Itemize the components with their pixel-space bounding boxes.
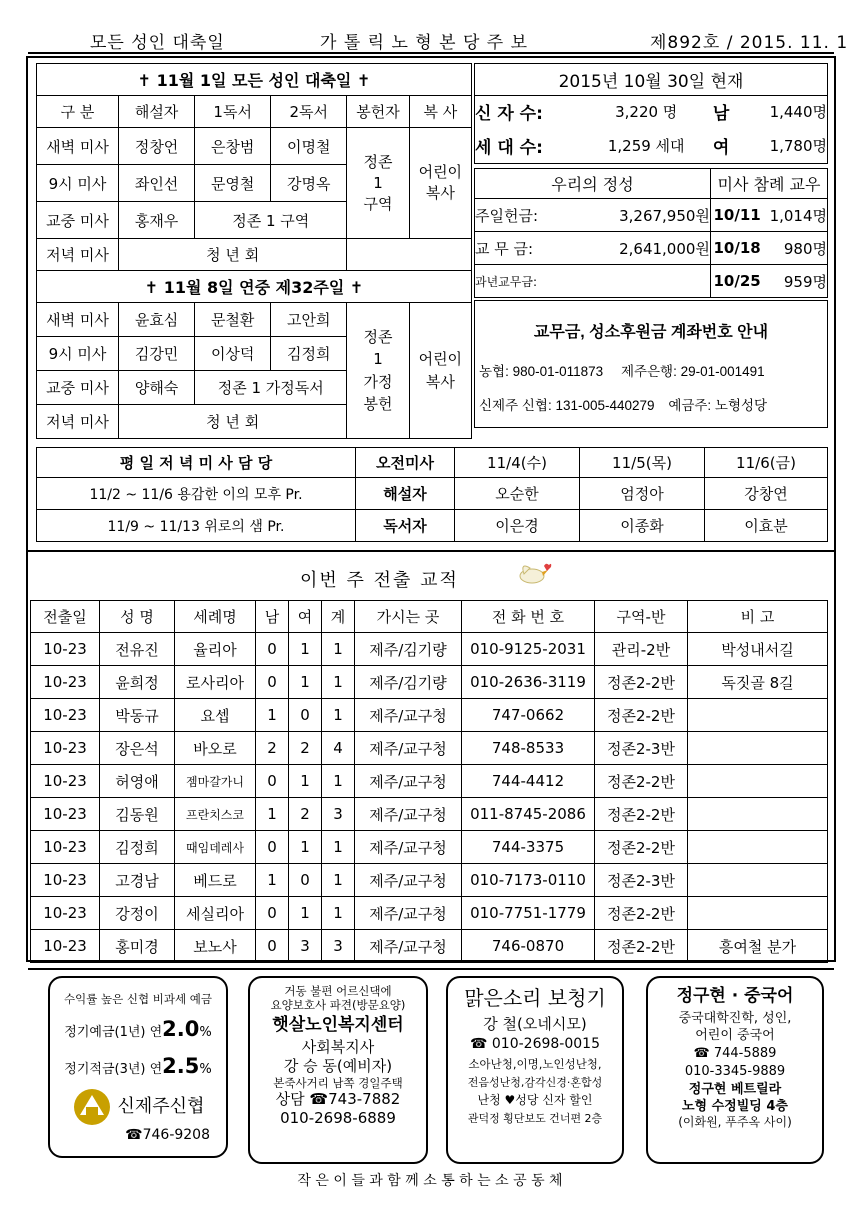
ad-text: 강 승 동(예비자) xyxy=(283,1056,393,1075)
date: 10/25 xyxy=(710,265,763,298)
value: 959명 xyxy=(763,265,827,298)
header-center: 가 톨 릭 노 형 본 당 주 보 xyxy=(320,33,529,53)
transfer-cell: 010-2636-3119 xyxy=(462,666,595,699)
transfer-cell: 10-23 xyxy=(31,633,100,666)
transfer-cell: 1 xyxy=(322,864,355,897)
offering-group-2: 정존 1 가정 봉헌 xyxy=(347,303,409,439)
transfer-cell: 1 xyxy=(256,798,289,831)
col-header: 1독서 xyxy=(195,96,271,128)
transfer-cell: 정존2-3반 xyxy=(595,864,688,897)
transfer-cell: 0 xyxy=(256,666,289,699)
cell: 정창언 xyxy=(119,128,195,165)
cell: 윤효심 xyxy=(119,303,195,337)
cell: 홍재우 xyxy=(119,202,195,239)
ad-text: 전음성난청,감각신경·혼합성 xyxy=(467,1075,603,1089)
transfer-cell: 허영애 xyxy=(100,765,175,798)
transfer-cell: 1 xyxy=(322,831,355,864)
transfer-cell: 요셉 xyxy=(175,699,256,732)
ad-text: % xyxy=(199,1025,212,1041)
ad-phone: 상담 ☎743-7882 xyxy=(275,1089,401,1108)
transfer-cell: 박성내서길 xyxy=(688,633,828,666)
table-row xyxy=(31,864,828,897)
weekday-cell: 엄정아 xyxy=(580,478,705,510)
col-header: 구 분 xyxy=(37,96,119,128)
transfer-cell: 제주/교구청 xyxy=(355,831,462,864)
transfer-cell: 1 xyxy=(322,699,355,732)
transfer-cell: 2 xyxy=(289,798,322,831)
ad-text: % xyxy=(199,1061,212,1077)
weekday-header: 11/5(목) xyxy=(580,448,705,478)
account-panel xyxy=(474,300,828,428)
mass-label: 교중 미사 xyxy=(37,371,119,405)
transfer-cell: 정존2-2반 xyxy=(595,699,688,732)
table-row xyxy=(31,666,828,699)
weekday-cell: 오순한 xyxy=(455,478,580,510)
value: 1,014명 xyxy=(763,199,827,232)
transfer-cell: 정존2-3반 xyxy=(595,732,688,765)
transfer-cell: 1 xyxy=(289,897,322,930)
cell: 문영철 xyxy=(195,165,271,202)
weekday-cell: 이종화 xyxy=(580,510,705,542)
transfer-cell: 0 xyxy=(256,633,289,666)
ad-welfare-center xyxy=(248,976,428,1164)
stats-table xyxy=(474,63,828,164)
transfer-cell: 윤희정 xyxy=(100,666,175,699)
transfer-col-header: 전출일 xyxy=(31,601,100,633)
label: 교 무 금: xyxy=(475,232,572,265)
transfer-cell: 10-23 xyxy=(31,864,100,897)
transfer-cell: 프란치스코 xyxy=(175,798,256,831)
ad-phone: 010-2698-6889 xyxy=(280,1108,396,1127)
ad-text: 본죽사거리 남쪽 경일주택 xyxy=(273,1075,403,1090)
cell: 김강민 xyxy=(119,337,195,371)
transfer-cell: 관리-2반 xyxy=(595,633,688,666)
account-holder: 예금주: 노형성당 xyxy=(668,398,768,413)
transfer-cell: 제주/교구청 xyxy=(355,930,462,963)
transfer-col-header: 여 xyxy=(289,601,322,633)
transfer-cell: 010-9125-2031 xyxy=(462,633,595,666)
ad-text: 정기적금(3년) 연 xyxy=(64,1061,163,1077)
transfer-cell: 때임데레사 xyxy=(175,831,256,864)
col-header: 2독서 xyxy=(271,96,347,128)
ad-name: 햇살노인복지센터 xyxy=(272,1014,404,1035)
label: 주일헌금: xyxy=(475,199,572,232)
transfer-cell: 744-4412 xyxy=(462,765,595,798)
offering-group-1: 정존 1 구역 xyxy=(347,128,409,239)
transfer-cell xyxy=(688,765,828,798)
schedule-table xyxy=(36,63,472,439)
transfer-cell: 0 xyxy=(256,831,289,864)
transfer-cell: 정존2-2반 xyxy=(595,831,688,864)
footer-motto: 작 은 이 들 과 함 께 소 통 하 는 소 공 동 체 xyxy=(297,1173,563,1189)
cell: 정존 1 가정독서 xyxy=(195,371,347,405)
transfer-cell: 10-23 xyxy=(31,732,100,765)
col-header: 봉헌자 xyxy=(347,96,409,128)
ad-name: 맑은소리 보청기 xyxy=(464,986,606,1010)
header-left: 모든 성인 대축일 xyxy=(90,33,225,53)
transfer-cell: 전유진 xyxy=(100,633,175,666)
ad-text: 거동 불편 어르신댁에 xyxy=(284,984,392,998)
transfer-cell: 0 xyxy=(256,897,289,930)
transfer-cell: 0 xyxy=(256,930,289,963)
mass-label: 9시 미사 xyxy=(37,165,119,202)
col-header: 해설자 xyxy=(119,96,195,128)
ad-text: 소아난청,이명,노인성난청, xyxy=(468,1057,602,1072)
ad-text: (이화원, 푸주옥 사이) xyxy=(678,1114,792,1129)
transfer-cell: 10-23 xyxy=(31,699,100,732)
cell: 청 년 회 xyxy=(119,239,347,271)
transfer-cell xyxy=(688,864,828,897)
cell: 문철환 xyxy=(195,303,271,337)
mass-label: 9시 미사 xyxy=(37,337,119,371)
ad-hearing-aid xyxy=(446,976,624,1164)
transfer-cell: 1 xyxy=(289,633,322,666)
transfer-cell: 10-23 xyxy=(31,798,100,831)
cell: 이명철 xyxy=(271,128,347,165)
transfer-cell: 정존2-2반 xyxy=(595,798,688,831)
table-row xyxy=(31,831,828,864)
ad-rate: 2.5 xyxy=(162,1053,200,1078)
transfer-cell: 0 xyxy=(289,699,322,732)
transfer-cell: 제주/교구청 xyxy=(355,699,462,732)
header-rule xyxy=(28,52,834,54)
transfer-cell: 제주/교구청 xyxy=(355,798,462,831)
transfer-cell: 1 xyxy=(322,897,355,930)
ad-text: 노형 수정빌딩 4층 xyxy=(681,1098,788,1114)
mass-label: 새벽 미사 xyxy=(37,128,119,165)
section-divider xyxy=(28,550,834,552)
account-shinhyup: 신제주 신협: 131-005-440279 xyxy=(479,398,655,413)
transfer-cell: 율리아 xyxy=(175,633,256,666)
label: 신 자 수: xyxy=(475,96,585,128)
weekday-cell: 강창연 xyxy=(705,478,828,510)
transfer-cell: 강정이 xyxy=(100,897,175,930)
transfer-cell: 홍미경 xyxy=(100,930,175,963)
weekday-header: 오전미사 xyxy=(356,448,455,478)
transfer-cell: 010-7751-1779 xyxy=(462,897,595,930)
transfer-cell: 10-23 xyxy=(31,831,100,864)
transfer-cell: 746-0870 xyxy=(462,930,595,963)
transfer-cell: 747-0662 xyxy=(462,699,595,732)
transfer-cell: 1 xyxy=(289,666,322,699)
transfer-title: 이번 주 전출 교적 xyxy=(300,570,459,591)
transfer-cell: 10-23 xyxy=(31,765,100,798)
value: 3,267,950원 xyxy=(571,199,710,232)
weekday-cell: 해설자 xyxy=(356,478,455,510)
transfer-cell: 2 xyxy=(256,732,289,765)
transfer-cell: 0 xyxy=(256,765,289,798)
cell: 청 년 회 xyxy=(119,405,347,439)
account-jeju: 제주은행: 29-01-001491 xyxy=(620,364,765,379)
transfer-col-header: 구역-반 xyxy=(595,601,688,633)
transfer-cell: 1 xyxy=(289,831,322,864)
transfer-cell: 4 xyxy=(322,732,355,765)
transfer-cell: 748-8533 xyxy=(462,732,595,765)
table-row xyxy=(31,765,828,798)
value xyxy=(571,265,710,298)
table-row xyxy=(31,798,828,831)
ad-text: 강 철(오네시모) xyxy=(483,1015,587,1033)
ad-text: 정구현 베트릴라 xyxy=(688,1082,782,1098)
ad-phone: ☎ 010-2698-0015 xyxy=(470,1035,600,1052)
transfer-cell: 김동원 xyxy=(100,798,175,831)
cell: 좌인선 xyxy=(119,165,195,202)
transfer-cell: 011-8745-2086 xyxy=(462,798,595,831)
value: 1,440명 xyxy=(734,96,827,128)
mass-label: 저녁 미사 xyxy=(37,239,119,271)
transfer-cell: 보노사 xyxy=(175,930,256,963)
ad-phone: 010-3345-9889 xyxy=(684,1064,786,1079)
transfer-cell: 바오로 xyxy=(175,732,256,765)
weekday-cell: 11/2 ~ 11/6 용감한 이의 모후 Pr. xyxy=(37,478,356,510)
transfer-cell: 제주/교구청 xyxy=(355,765,462,798)
ad-phone: ☎746-9208 xyxy=(125,1126,210,1143)
transfer-cell: 로사리아 xyxy=(175,666,256,699)
cell: 은창범 xyxy=(195,128,271,165)
ad-text: 중국대학진학, 성인, xyxy=(678,1011,792,1027)
value: 2,641,000원 xyxy=(571,232,710,265)
server-group-2: 어린이 복사 xyxy=(409,303,471,439)
account-title: 교무금, 성소후원금 계좌번호 안내 xyxy=(533,324,769,341)
transfer-cell: 1 xyxy=(322,765,355,798)
header-right: 제892호 / 2015. 11. 1 xyxy=(650,33,849,53)
transfer-col-header: 전 화 번 호 xyxy=(462,601,595,633)
transfer-cell: 제주/교구청 xyxy=(355,897,462,930)
ad-text: 난청 ♥성당 신자 할인 xyxy=(477,1093,593,1108)
weekday-header: 11/4(수) xyxy=(455,448,580,478)
ad-phone: ☎ 744-5889 xyxy=(693,1045,777,1061)
mass-count-title: 미사 참례 교우 xyxy=(710,169,827,199)
transfer-cell: 독짓골 8길 xyxy=(688,666,828,699)
transfer-cell: 1 xyxy=(322,666,355,699)
transfer-cell: 제주/김기량 xyxy=(355,633,462,666)
label: 남 xyxy=(708,96,734,128)
transfer-cell: 정존2-2반 xyxy=(595,897,688,930)
ads-divider xyxy=(28,968,834,970)
table-row xyxy=(31,897,828,930)
cell: 정존 1 구역 xyxy=(195,202,347,239)
transfer-cell: 정존2-2반 xyxy=(595,930,688,963)
credit-union-logo-icon xyxy=(72,1087,112,1127)
offering-title: 우리의 정성 xyxy=(475,169,711,199)
date: 10/11 xyxy=(710,199,763,232)
col-header: 복 사 xyxy=(409,96,471,128)
transfer-cell: 744-3375 xyxy=(462,831,595,864)
transfer-cell: 010-7173-0110 xyxy=(462,864,595,897)
transfer-cell xyxy=(688,798,828,831)
label: 과년교무금: xyxy=(475,265,572,298)
transfer-cell: 제주/교구청 xyxy=(355,732,462,765)
transfer-cell: 제주/김기량 xyxy=(355,666,462,699)
transfer-cell: 3 xyxy=(322,930,355,963)
date: 10/18 xyxy=(710,232,763,265)
transfer-cell: 10-23 xyxy=(31,666,100,699)
transfer-table xyxy=(30,600,828,963)
dove-icon xyxy=(516,558,552,588)
transfer-cell: 장은석 xyxy=(100,732,175,765)
transfer-cell: 0 xyxy=(289,864,322,897)
transfer-cell: 김정희 xyxy=(100,831,175,864)
transfer-cell: 고경남 xyxy=(100,864,175,897)
value: 3,220 명 xyxy=(585,96,708,128)
ad-text: 정기예금(1년) 연 xyxy=(64,1025,163,1041)
ad-name: 신제주신협 xyxy=(117,1095,205,1117)
mass-label: 저녁 미사 xyxy=(37,405,119,439)
transfer-cell: 제주/교구청 xyxy=(355,864,462,897)
transfer-cell: 10-23 xyxy=(31,930,100,963)
ad-credit-union xyxy=(48,976,228,1158)
transfer-col-header: 세례명 xyxy=(175,601,256,633)
transfer-cell: 10-23 xyxy=(31,897,100,930)
weekday-cell: 독서자 xyxy=(356,510,455,542)
table-row xyxy=(31,732,828,765)
transfer-cell: 젬마갈가니 xyxy=(175,765,256,798)
transfer-cell: 베드로 xyxy=(175,864,256,897)
ad-text: 사회복지사 xyxy=(301,1038,375,1056)
ad-chinese-lessons xyxy=(646,976,824,1164)
server-group-1: 어린이 복사 xyxy=(409,128,471,239)
label: 세 대 수: xyxy=(475,128,585,164)
schedule-title-1: ✝ 11월 1일 모든 성인 대축일 ✝ xyxy=(37,64,472,96)
weekday-cell: 이효분 xyxy=(705,510,828,542)
transfer-col-header: 계 xyxy=(322,601,355,633)
transfer-cell: 1 xyxy=(256,699,289,732)
table-row xyxy=(31,633,828,666)
transfer-col-header: 비 고 xyxy=(688,601,828,633)
mass-label: 새벽 미사 xyxy=(37,303,119,337)
ad-name: 정구현 · 중국어 xyxy=(676,986,794,1006)
offering-table xyxy=(474,168,828,298)
schedule-title-2: ✝ 11월 8일 연중 제32주일 ✝ xyxy=(37,271,472,303)
table-row xyxy=(31,699,828,732)
value: 1,259 세대 xyxy=(585,128,708,164)
transfer-cell: 2 xyxy=(289,732,322,765)
transfer-col-header: 가시는 곳 xyxy=(355,601,462,633)
cell: 김정희 xyxy=(271,337,347,371)
stats-title: 2015년 10월 30일 현재 xyxy=(475,64,828,96)
transfer-cell xyxy=(688,699,828,732)
value: 980명 xyxy=(763,232,827,265)
weekday-cell: 이은경 xyxy=(455,510,580,542)
mass-label: 교중 미사 xyxy=(37,202,119,239)
cell: 고안희 xyxy=(271,303,347,337)
transfer-cell: 3 xyxy=(289,930,322,963)
table-row xyxy=(31,930,828,963)
transfer-col-header: 남 xyxy=(256,601,289,633)
cell: 양해숙 xyxy=(119,371,195,405)
ad-text: 어린이 중국어 xyxy=(695,1027,775,1043)
weekday-table xyxy=(36,447,828,542)
cell: 이상덕 xyxy=(195,337,271,371)
ad-rate: 2.0 xyxy=(162,1017,200,1042)
cell: 강명옥 xyxy=(271,165,347,202)
transfer-cell: 흥여철 분가 xyxy=(688,930,828,963)
transfer-cell xyxy=(688,732,828,765)
transfer-cell: 3 xyxy=(322,798,355,831)
account-nh: 농협: 980-01-011873 xyxy=(479,364,604,379)
weekday-header: 평 일 저 녁 미 사 담 당 xyxy=(37,448,356,478)
ad-text: 관덕정 횡단보도 건너편 2층 xyxy=(467,1112,603,1126)
weekday-cell: 11/9 ~ 11/13 위로의 샘 Pr. xyxy=(37,510,356,542)
transfer-cell: 1 xyxy=(289,765,322,798)
weekday-header: 11/6(금) xyxy=(705,448,828,478)
label: 여 xyxy=(708,128,734,164)
ad-text: 수익률 높은 신협 비과세 예금 xyxy=(64,992,212,1006)
transfer-cell xyxy=(688,831,828,864)
transfer-cell: 정존2-2반 xyxy=(595,666,688,699)
transfer-cell: 박동규 xyxy=(100,699,175,732)
transfer-cell: 1 xyxy=(256,864,289,897)
transfer-cell: 세실리아 xyxy=(175,897,256,930)
value: 1,780명 xyxy=(734,128,827,164)
transfer-col-header: 성 명 xyxy=(100,601,175,633)
transfer-cell xyxy=(688,897,828,930)
ad-text: 요양보호사 파견(방문요양) xyxy=(270,998,406,1013)
transfer-cell: 정존2-2반 xyxy=(595,765,688,798)
transfer-cell: 1 xyxy=(322,633,355,666)
